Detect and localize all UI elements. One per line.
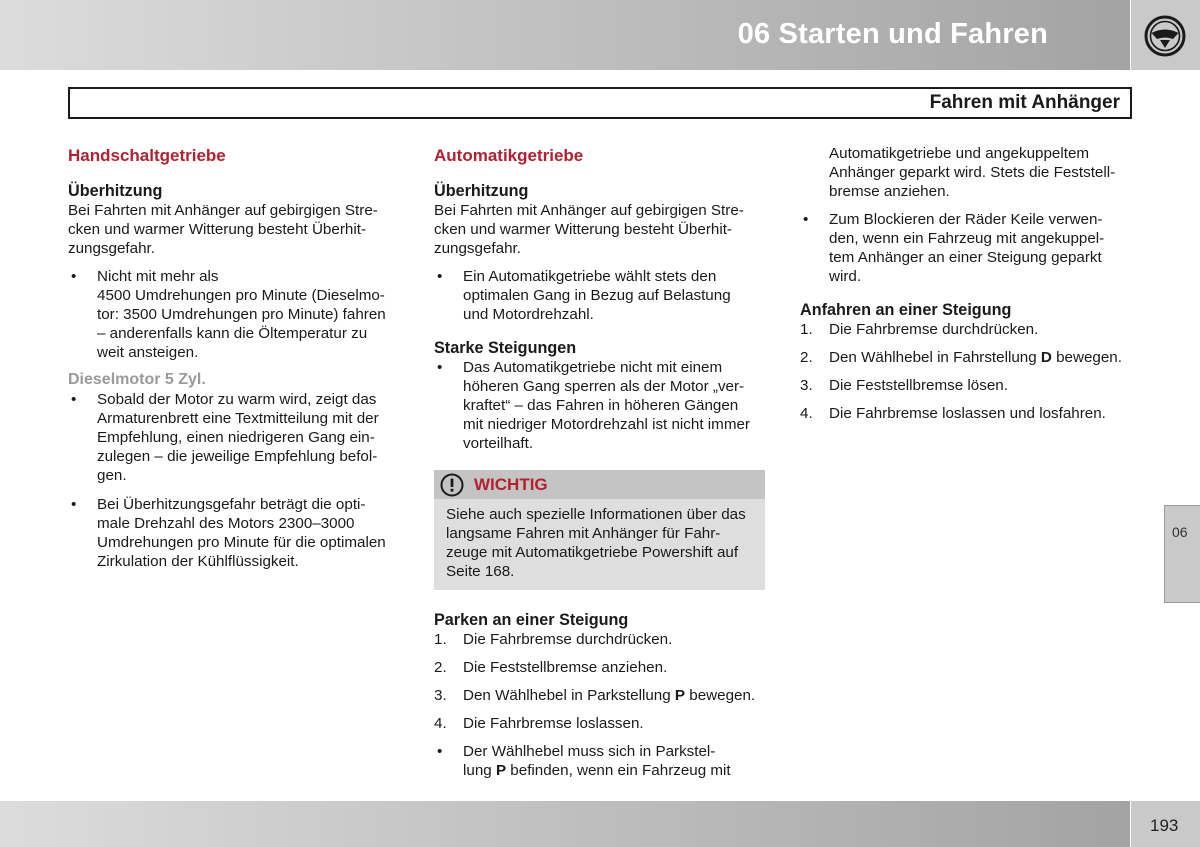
start-step-4: 4. Die Fahrbremse loslassen und losfahren. <box>800 405 1106 422</box>
parking-step-3: 3. Den Wählhebel in Parkstellung P bewegen. <box>434 687 756 704</box>
section-title: Fahren mit Anhänger <box>929 92 1120 113</box>
subhead-parking-incline: Parken an einer Steigung <box>434 611 629 629</box>
subhead-overheating: Überhitzung <box>68 182 163 200</box>
page-number: 193 <box>1150 816 1179 835</box>
start-step-2: 2. Den Wählhebel in Fahrstellung D bewegen. <box>800 349 1122 366</box>
subhead-steep-inclines: Starke Steigungen <box>434 339 577 357</box>
subhead-overheating-auto: Überhitzung <box>434 182 529 200</box>
bullet-auto-gear: • Ein Automatikgetriebe wählt stets den optimalen Gang in Bezug auf Belastung und Motordrehzahl. <box>437 268 731 323</box>
continued-bullet-text: Automatikgetriebe und angekuppeltem Anhänger geparkt wird. Stets die Feststell- bremse anziehen. <box>829 145 1116 200</box>
side-tab-label: 06 <box>1172 524 1188 540</box>
start-step-3: 3. Die Feststellbremse lösen. <box>800 377 1008 394</box>
bullet-rpm-limit: • Nicht mit mehr als 4500 Umdrehungen pro Minute (Dieselmo- tor: 3500 Umdrehungen pro Minute) fahren – anderenfalls kann die Öltemperatur zu weit ansteigen. <box>71 268 386 361</box>
chapter-header-bar <box>0 0 1130 70</box>
bullet-wheel-wedges: • Zum Blockieren der Räder Keile verwen- den, wenn ein Fahrzeug mit angekuppel- tem Anhänger an einer Steigung geparkt wird. <box>803 211 1105 285</box>
heading-automatic-transmission: Automatikgetriebe <box>434 146 584 165</box>
steering-wheel-icon <box>1143 14 1187 58</box>
column-manual-transmission <box>68 146 403 571</box>
page-number-box <box>1131 801 1200 847</box>
heading-manual-transmission: Handschaltgetriebe <box>68 146 226 165</box>
parking-step-2: 2. Die Feststellbremse anziehen. <box>434 659 668 676</box>
bullet-parking-lever: • Der Wählhebel muss sich in Parkstel- lung P befinden, wenn ein Fahrzeug mit <box>437 743 731 779</box>
start-step-1: 1. Die Fahrbremse durchdrücken. <box>800 321 1039 338</box>
section-title-box <box>68 87 1132 119</box>
important-notice-box <box>434 470 765 590</box>
chapter-side-tab <box>1164 505 1200 603</box>
chapter-title: 06 Starten und Fahren <box>737 18 1048 50</box>
chapter-icon-box <box>1131 0 1200 70</box>
bullet-steep-inclines: • Das Automatikgetriebe nicht mit einem höheren Gang sperren als der Motor „ver- kraftet“ – das Fahren in höheren Gängen mit niedriger Motordrehzahl ist nicht immer vorteilhaft. <box>437 359 750 452</box>
bullet-diesel-message: • Sobald der Motor zu warm wird, zeigt das Armaturenbrett eine Textmitteilung mit der Empfehlung, einen niedrigeren Gang ein- zulegen – die jeweilige Empfehlung befol- gen. <box>71 391 379 484</box>
intro-paragraph-auto: Bei Fahrten mit Anhänger auf gebirgigen Stre- cken und warmer Witterung besteht Überhit- zungsgefahr. <box>434 202 744 257</box>
exclamation-icon <box>440 473 464 497</box>
column-automatic-transmission <box>434 146 769 780</box>
bullet-diesel-rpm: • Bei Überhitzungsgefahr beträgt die opti- male Drehzahl des Motors 2300–3000 Umdrehungen pro Minute für die optimalen Zirkulation der Kühlflüssigkeit. <box>71 496 386 570</box>
parking-step-4: 4. Die Fahrbremse loslassen. <box>434 715 644 732</box>
subhead-diesel: Dieselmotor 5 Zyl. <box>68 371 206 388</box>
subhead-starting-incline: Anfahren an einer Steigung <box>800 301 1012 319</box>
footer-bar <box>0 801 1130 847</box>
important-text: Siehe auch spezielle Informationen über das langsame Fahren mit Anhänger für Fahr- zeuge mit Automatikgetriebe Powershift auf Seite 168. <box>446 506 746 580</box>
intro-paragraph: Bei Fahrten mit Anhänger auf gebirgigen Stre- cken und warmer Witterung besteht Überhit- zungsgefahr. <box>68 202 378 257</box>
column-continued <box>800 144 1135 423</box>
parking-step-1: 1. Die Fahrbremse durchdrücken. <box>434 631 673 648</box>
important-notice-header <box>434 470 765 499</box>
important-title: WICHTIG <box>474 475 548 494</box>
